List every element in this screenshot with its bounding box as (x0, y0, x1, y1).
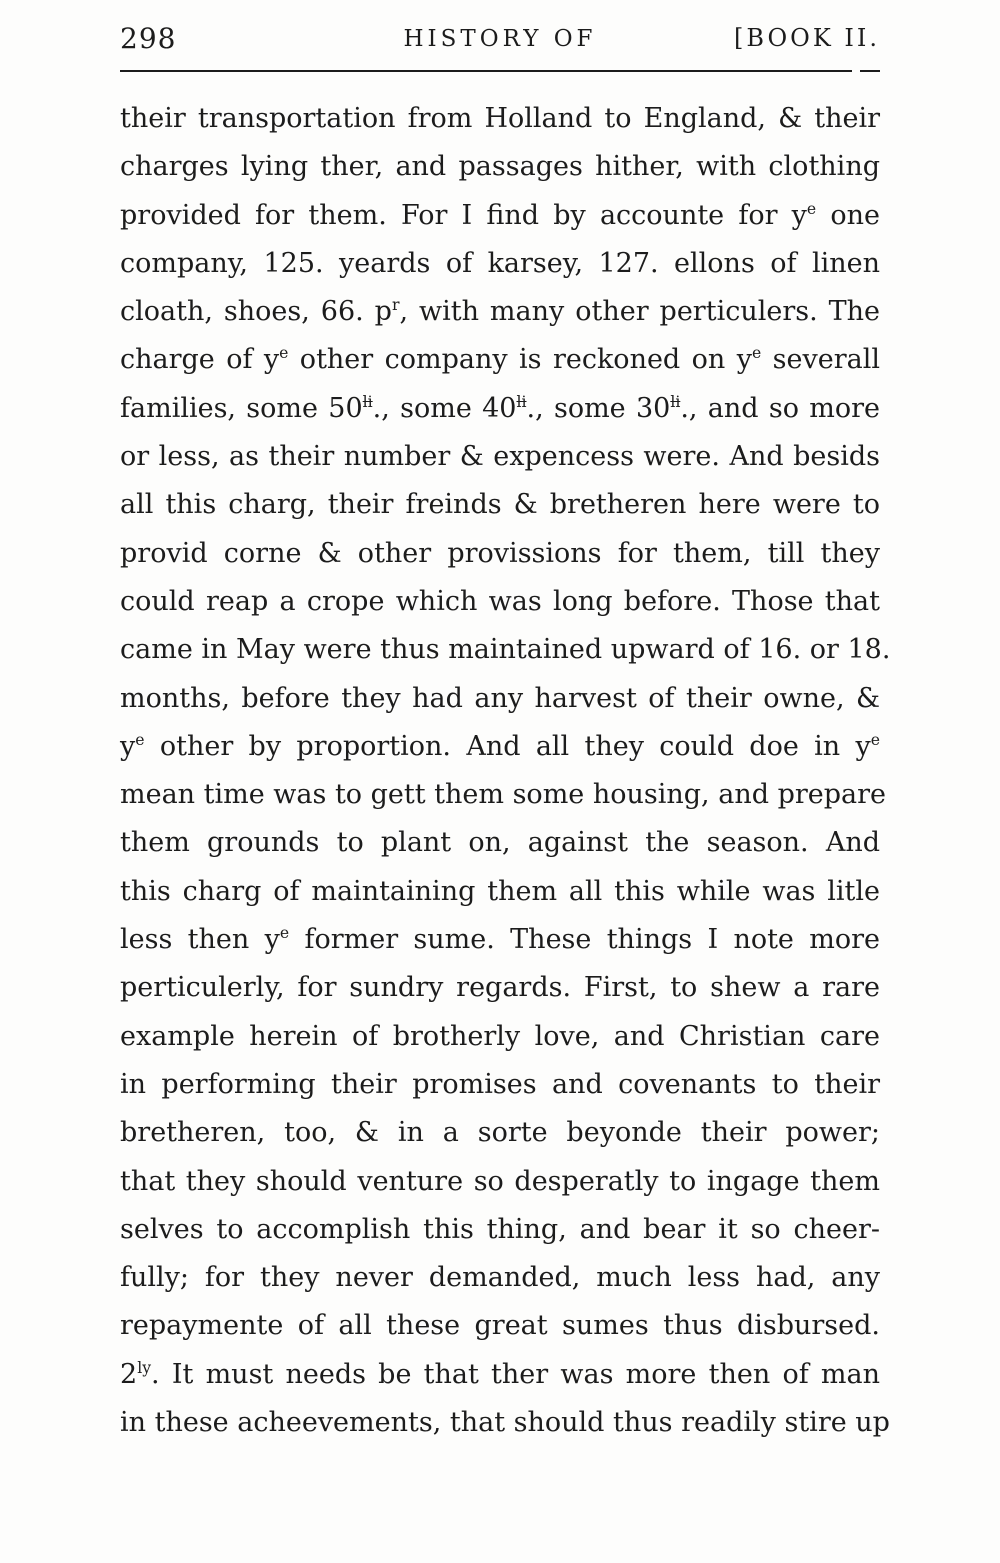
text-line: could reap a crope which was long before. Those that (120, 585, 880, 617)
text-line: that they should venture so desperatly to ingage them (120, 1165, 880, 1197)
text-line: cloath, shoes, 66. $p^r$, with many other perticulers. The (120, 295, 881, 328)
text-line: all this charg, their freinds & bretheren here were to (120, 489, 880, 521)
superscript: ly (137, 1357, 152, 1377)
header-rule-dash (860, 70, 880, 72)
text-line: them grounds to plant on, against the season. And (120, 827, 880, 859)
text-line: this charg of maintaining them all this while was litle (120, 875, 880, 907)
text-line: in performing their promises and covenants to their (120, 1068, 880, 1100)
text-line: or less, as their number & expencess were. And besids (120, 441, 880, 473)
text-line: months, before they had any harvest of their owne, & (120, 682, 880, 714)
superscript: e (135, 729, 145, 749)
body-text (120, 95, 891, 1447)
text-line: $y^e$ other by proportion. And all they could doe in $y^e$ (120, 729, 880, 762)
text-line: in these acheevements, that should thus readily stire up (120, 1407, 890, 1439)
text-line: example herein of brotherly love, and Christian care (120, 1020, 880, 1052)
text-line: perticulerly, for sundry regards. First, to shew a rare (120, 972, 880, 1004)
text-line: families, some $50^{li}$., some $40^{li}$., some $30^{li}$., and so more (120, 391, 880, 424)
running-head (120, 20, 880, 66)
text-line: mean time was to gett them some housing, and prepare (120, 779, 887, 811)
superscript: li (670, 391, 681, 411)
text-line: provid corne & other provissions for them, till they (120, 537, 880, 569)
running-title: HISTORY OF (403, 26, 597, 52)
text-line: charges lying ther, and passages hither, with clothing (120, 151, 880, 183)
superscript: e (279, 343, 289, 363)
text-line: their transportation from Holland to England, & their (120, 103, 880, 134)
text-line: charge of $y^e$ other company is reckoned on $y^e$ severall (120, 343, 880, 376)
text-line: provided for them. For I find by accounte for $y^e$ one (120, 198, 880, 231)
superscript: li (362, 391, 373, 411)
superscript: e (870, 729, 880, 749)
header-rule (120, 70, 880, 73)
text-line: came in May were thus maintained upward of 16. or 18. (120, 634, 891, 666)
superscript: e (751, 343, 762, 363)
book-label: [BOOK II. (734, 24, 880, 52)
text-line: company, 125. yeards of karsey, 127. ellons of linen (120, 247, 880, 279)
text-line: bretheren, too, & in a sorte beyonde their power; (120, 1117, 880, 1149)
text-line: fully; for they never demanded, much less had, any (120, 1262, 880, 1294)
header-rule-line (120, 70, 852, 72)
text-line: $2^{ly}$. It must needs be that ther was more then of man (120, 1357, 880, 1390)
text-line: repaymente of all these great sumes thus disbursed. (120, 1310, 880, 1342)
superscript: e (279, 923, 290, 943)
page-number: 298 (120, 22, 177, 55)
superscript: li (516, 391, 527, 411)
superscript: r (391, 295, 400, 315)
text-line: selves to accomplish this thing, and bear it so cheer- (120, 1213, 880, 1245)
superscript: e (806, 198, 817, 218)
text-line: less then $y^e$ former sume. These things I note more (120, 923, 880, 956)
